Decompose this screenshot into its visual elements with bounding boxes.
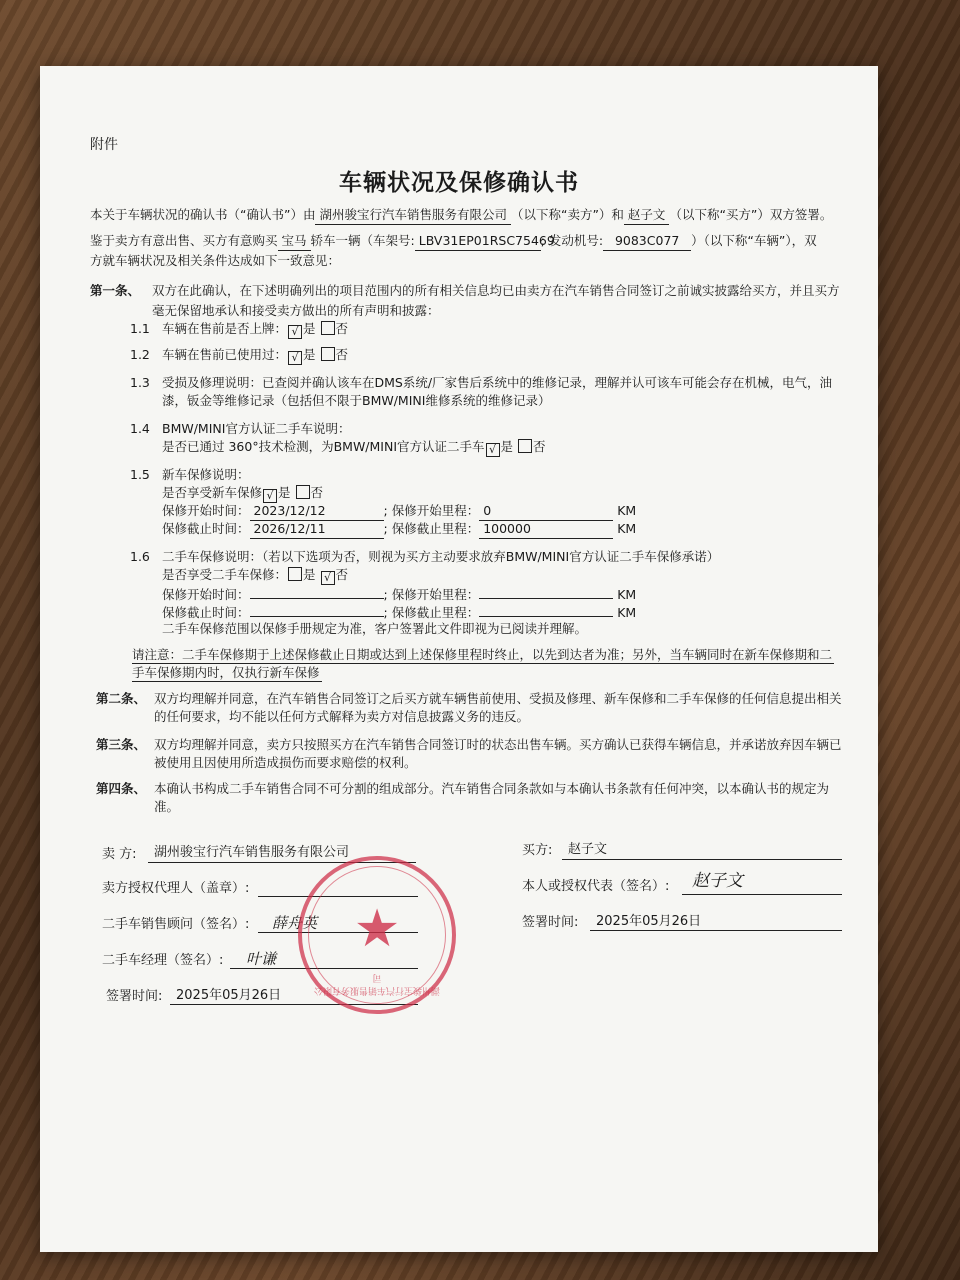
article2-text-a: 双方均理解并同意，在汽车销售合同签订之后买方就车辆售前使用、受损及修理、新车保修和二手车保修的任何信息提出相关 <box>154 691 842 706</box>
item-1-1-num: 1.1 <box>130 321 150 336</box>
article3-text-a: 双方均理解并同意，卖方只按照买方在汽车销售合同签订时的状态出售车辆。买方确认已获得车辆信息，并承诺放弃因车辆已 <box>154 737 842 752</box>
article2-label: 第二条、 <box>96 691 147 706</box>
notice-underline-b <box>132 681 322 682</box>
item-1-2: 车辆在售前已使用过： √ 是 否 <box>162 347 349 364</box>
notice-line-a: 请注意：二手车保修期于上述保修截止日期或达到上述保修里程时终止，以先到达者为准；另外，当车辆同时在新车保修期和二 <box>132 647 833 662</box>
company-seal <box>298 856 456 1014</box>
article4-text-a: 本确认书构成二手车销售合同不可分割的组成部分。汽车销售合同条款如与本确认书条款有任何冲突，以本确认书的规定为 <box>154 781 830 796</box>
document-page <box>40 66 878 1252</box>
intro-line-2: 鉴于卖方有意出售、买方有意购买 宝马 轿车一辆（车架号: LBV31EP01RSC75469; 发动机号: 9083C077 ）（以下称“车辆”），双 <box>90 232 817 251</box>
buyer-date-underline <box>590 930 842 931</box>
item-1-6-title: 二手车保修说明：（若以下选项为否，则视为买方主动要求放弃BMW/MINI官方认证二手车保修承诺） <box>162 549 720 564</box>
manager-signature: 叶谦 <box>246 950 277 968</box>
seller-date: 2025年05月26日 <box>176 988 282 1003</box>
article2-text-b: 的任何要求，均不能以任何方式解释为卖方对信息披露义务的违反。 <box>154 709 530 724</box>
article1-text-b: 毫无保留地承认和接受卖方做出的所有声明和披露： <box>152 303 440 318</box>
brand-field: 宝马 <box>278 232 311 251</box>
checkbox-checked: √ <box>288 325 302 339</box>
buyer-label: 买方: <box>522 843 553 858</box>
checkbox-empty <box>518 439 532 453</box>
item-1-6-num: 1.6 <box>130 549 150 564</box>
seal-star-icon: ★ <box>353 899 401 959</box>
buyer-signature: 赵子文 <box>692 871 743 891</box>
item-1-5-num: 1.5 <box>130 467 150 482</box>
new-warranty-end-row: 保修截止时间： 2026/12/11 ; 保修截止里程： 100000 KM <box>162 520 636 539</box>
used-warranty-start-km <box>479 584 613 599</box>
attachment-label: 附件 <box>90 137 118 153</box>
intro-line-3: 方就车辆状况及相关条件达成如下一致意见： <box>90 253 341 268</box>
seal-text: 湖州骏宝行汽车销售服务有限公司 <box>314 972 441 995</box>
article3-label: 第三条、 <box>96 737 147 752</box>
consultant-signature: 薛舟英 <box>272 914 318 932</box>
notice-line-b: 手车保修期内时，仅执行新车保修 <box>132 665 320 680</box>
checkbox-empty <box>296 485 310 499</box>
article1-label: 第一条、 <box>90 283 141 298</box>
consultant-label: 二手车销售顾问（签名）: <box>102 917 250 932</box>
used-warranty-start-date <box>250 584 384 599</box>
buyer-name-field: 赵子文 <box>624 206 670 225</box>
item-1-5-question: 是否享受新车保修 √ 是 否 <box>162 485 324 502</box>
buyer-date-label: 签署时间: <box>522 915 579 930</box>
buyer-value: 赵子文 <box>568 842 608 857</box>
article4-text-b: 准。 <box>154 799 180 814</box>
article1-text-a: 双方在此确认，在下述明确列出的项目范围内的所有相关信息均已由卖方在汽车销售合同签订之前诚实披露给买方，并且买方 <box>152 283 840 298</box>
checkbox-empty <box>288 567 302 581</box>
checkbox-empty <box>321 321 335 335</box>
used-warranty-end-km <box>479 602 613 617</box>
article3-text-b: 被使用且因使用所造成损伤而要求赔偿的权利。 <box>154 755 417 770</box>
checkbox-empty <box>321 347 335 361</box>
vin-field: LBV31EP01RSC75469 <box>415 232 541 251</box>
item-1-6-question: 是否享受二手车保修： 是 √ 否 <box>162 567 349 584</box>
new-warranty-start-row: 保修开始时间： 2023/12/12 ; 保修开始里程： 0 KM <box>162 502 636 521</box>
item-1-4-question: 是否已通过 360°技术检测，为BMW/MINI官方认证二手车 √ 是 否 <box>162 439 546 456</box>
new-warranty-start-date: 2023/12/12 <box>250 502 384 521</box>
item-1-4-title: BMW/MINI官方认证二手车说明： <box>162 421 351 436</box>
checkbox-checked: √ <box>288 351 302 365</box>
used-warranty-end-row: 保修截止时间： ; 保修截止里程： KM <box>162 602 636 622</box>
used-warranty-end-date <box>250 602 384 617</box>
engine-no-field: 9083C077 <box>603 232 691 251</box>
seller-agent-label: 卖方授权代理人（盖章）: <box>102 881 250 896</box>
checkbox-checked: √ <box>486 443 500 457</box>
document-title: 车辆状况及保修确认书 <box>339 170 579 196</box>
new-warranty-end-km: 100000 <box>479 520 613 539</box>
checkbox-checked: √ <box>263 489 277 503</box>
item-1-5-title: 新车保修说明： <box>162 467 250 482</box>
item-1-3-text-a: 受损及修理说明：已查阅并确认该车在DMS系统/厂家售后系统中的维修记录，理解并认可该车可能会存在机械，电气，油 <box>162 375 833 390</box>
seller-value: 湖州骏宝行汽车销售服务有限公司 <box>154 845 350 860</box>
manager-label: 二手车经理（签名）: <box>102 953 224 968</box>
seller-name-field: 湖州骏宝行汽车销售服务有限公司 <box>315 206 511 225</box>
buyer-underline <box>562 859 842 860</box>
item-1-1: 车辆在售前是否上牌： √ 是 否 <box>162 321 349 338</box>
buyer-sign-underline <box>682 894 842 895</box>
buyer-sign-label: 本人或授权代表（签名）: <box>522 879 670 894</box>
new-warranty-end-date: 2026/12/11 <box>250 520 384 539</box>
item-1-3-num: 1.3 <box>130 375 150 390</box>
item-1-3-text-b: 漆，钣金等维修记录（包括但不限于BMW/MINI维修系统的维修记录） <box>162 393 551 408</box>
intro-line-1: 本关于车辆状况的确认书（“确认书”）由 湖州骏宝行汽车销售服务有限公司 （以下称“卖方”）和 赵子文 （以下称“买方”）双方签署。 <box>90 206 832 225</box>
item-1-2-num: 1.2 <box>130 347 150 362</box>
article4-label: 第四条、 <box>96 781 147 796</box>
seller-label: 卖 方: <box>102 847 137 862</box>
checkbox-checked: √ <box>321 571 335 585</box>
item-1-4-num: 1.4 <box>130 421 150 436</box>
new-warranty-start-km: 0 <box>479 502 613 521</box>
buyer-date: 2025年05月26日 <box>596 914 702 929</box>
seller-date-label: 签署时间: <box>106 989 163 1004</box>
used-warranty-start-row: 保修开始时间： ; 保修开始里程： KM <box>162 584 636 604</box>
used-warranty-scope: 二手车保修范围以保修手册规定为准，客户签署此文件即视为已阅读并理解。 <box>162 621 588 636</box>
